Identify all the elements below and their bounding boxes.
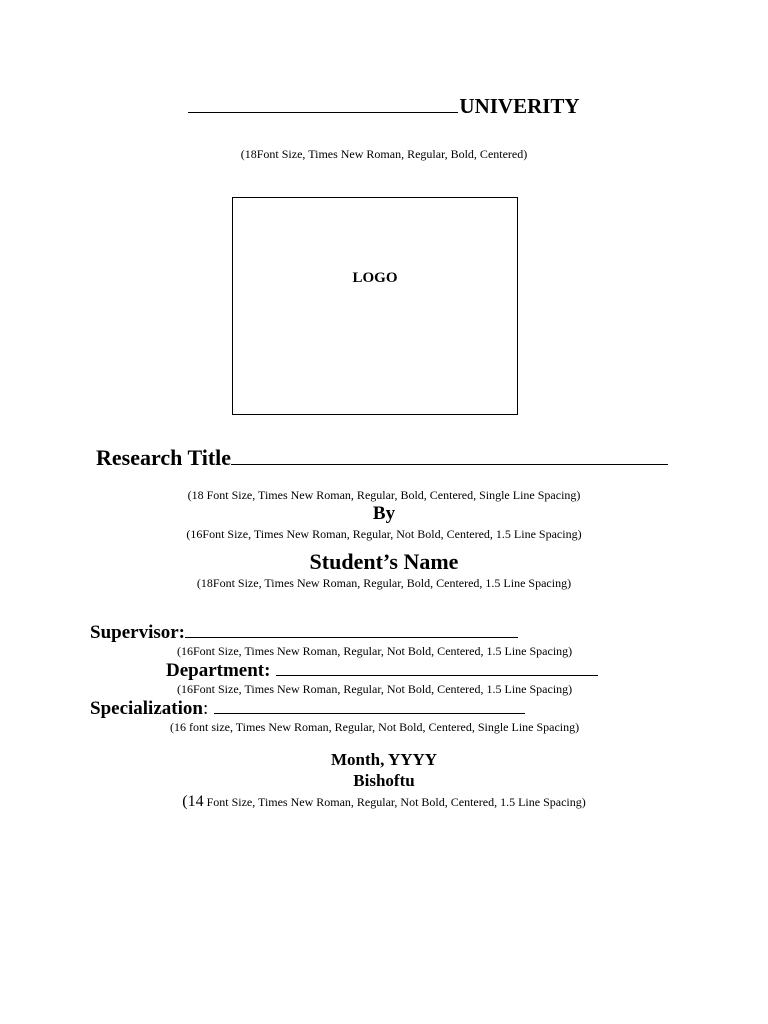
student-format-note: (18Font Size, Times New Roman, Regular, Bold, Centered, 1.5 Line Spacing) xyxy=(196,576,572,590)
university-heading xyxy=(0,94,768,119)
specialization-colon: : xyxy=(202,698,209,719)
department-format-note: (16Font Size, Times New Roman, Regular, Not Bold, Centered, 1.5 Line Spacing) xyxy=(177,682,573,696)
specialization-format-note: (16 font size, Times New Roman, Regular, Not Bold, Centered, Single Line Spacing) xyxy=(170,720,580,734)
research-title-row xyxy=(96,444,668,471)
university-title: UNIVERITY xyxy=(459,94,580,118)
logo-label: LOGO xyxy=(352,270,398,286)
university-format-note: (18Font Size, Times New Roman, Regular, Bold, Centered) xyxy=(240,147,528,161)
specialization-row xyxy=(90,697,525,720)
logo-placeholder xyxy=(232,197,518,415)
place-format-note xyxy=(0,793,768,811)
research-title-label: Research Title xyxy=(96,445,232,470)
by-label: By xyxy=(372,503,396,524)
place-note-rest: Font Size, Times New Roman, Regular, Not Bold, Centered, 1.5 Line Spacing) xyxy=(203,795,586,809)
by-format-note: (16Font Size, Times New Roman, Regular, Not Bold, Centered, 1.5 Line Spacing) xyxy=(186,527,582,541)
student-name: Student’s Name xyxy=(309,549,459,574)
university-name-blank[interactable] xyxy=(188,94,458,113)
place-note-open: (14 xyxy=(182,793,204,810)
supervisor-row xyxy=(90,621,518,644)
supervisor-label: Supervisor: xyxy=(90,622,185,643)
place-name: Bishoftu xyxy=(353,771,415,790)
supervisor-format-note: (16Font Size, Times New Roman, Regular, Not Bold, Centered, 1.5 Line Spacing) xyxy=(177,644,573,658)
specialization-label: Specialization xyxy=(90,698,203,719)
specialization-blank[interactable] xyxy=(214,697,525,714)
supervisor-blank[interactable] xyxy=(185,621,518,638)
department-blank[interactable] xyxy=(276,659,598,676)
research-title-blank[interactable] xyxy=(231,444,668,465)
research-title-format-note: (18 Font Size, Times New Roman, Regular, Bold, Centered, Single Line Spacing) xyxy=(187,488,581,502)
department-label: Department: xyxy=(166,660,271,681)
department-row xyxy=(166,659,598,682)
month-year: Month, YYYY xyxy=(330,750,438,769)
